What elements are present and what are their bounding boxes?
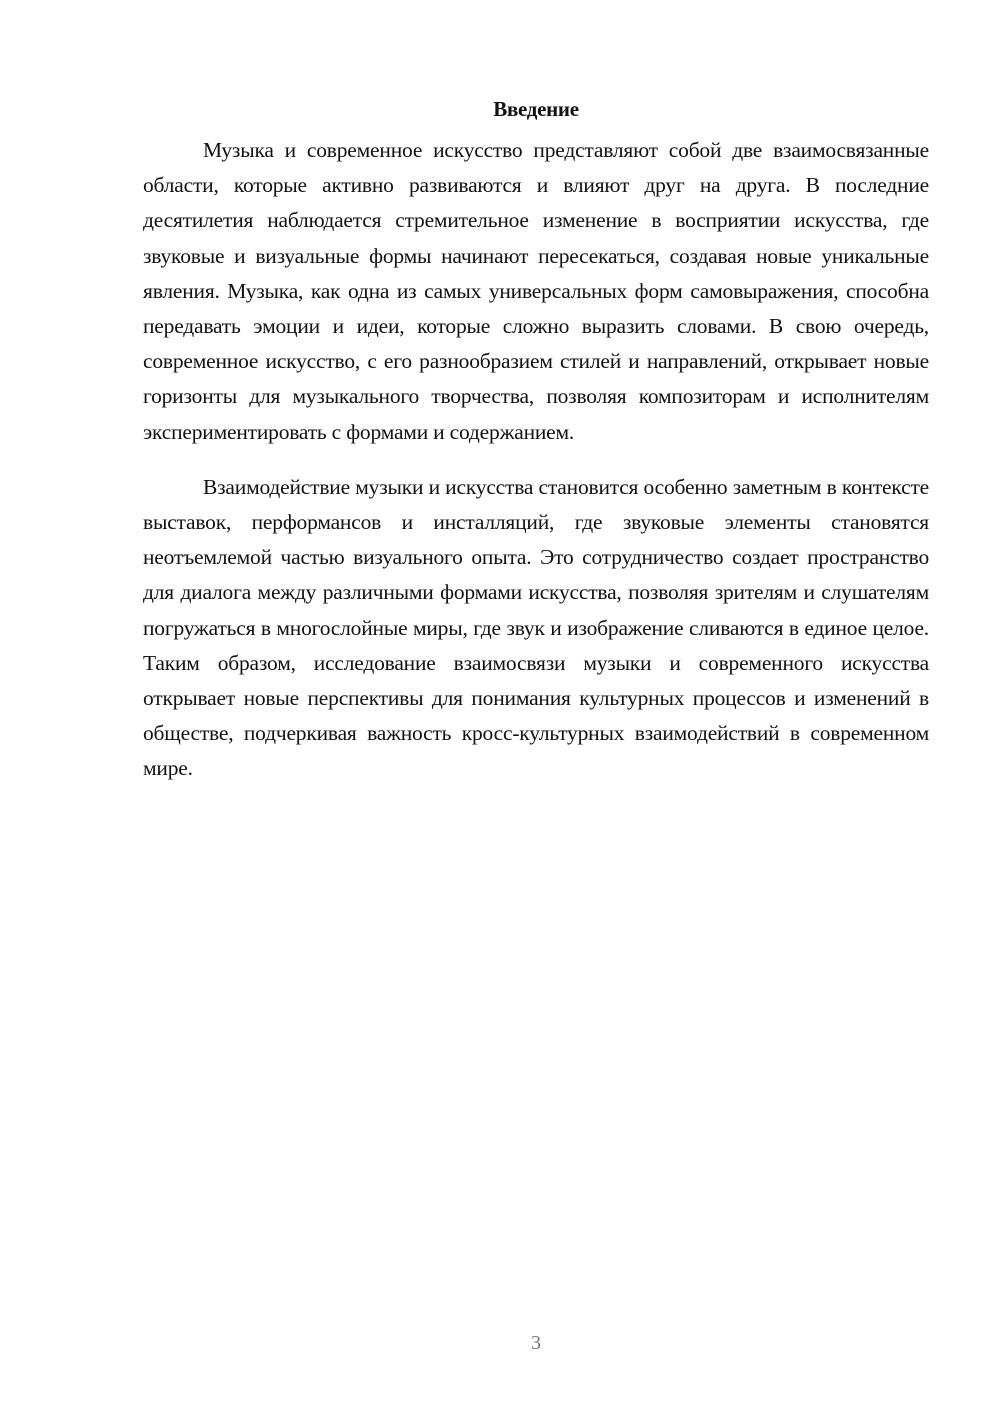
- paragraph-2: Взаимодействие музыки и искусства становится особенно заметным в контексте выставок, перформансов и инсталляций, где звуковые элементы становятся неотъемлемой частью визуального опыта. Это сотрудничество создает пространство для диалога между различными формами искусства, позволяя зрителям и слушателям погружаться в многослойные миры, где звук и изображение сливаются в единое целое. Таким образом, исследование взаимосвязи музыки и современного искусства открывает новые перспективы для понимания культурных процессов и изменений в обществе, подчеркивая важность кросс-культурных взаимодействий в современном мире.: [143, 474, 929, 781]
- page-number: 3: [531, 1332, 541, 1354]
- page-content: [143, 92, 929, 807]
- section-heading: Введение: [493, 97, 579, 121]
- paragraph-1: Музыка и современное искусство представляют собой две взаимосвязанные области, которые активно развиваются и влияют друг на друга. В последние десятилетия наблюдается стремительное изменение в восприятии искусства, где звуковые и визуальные формы начинают пересекаться, создавая новые уникальные явления. Музыка, как одна из самых универсальных форм самовыражения, способна передавать эмоции и идеи, которые сложно выразить словами. В свою очередь, современное искусство, с его разнообразием стилей и направлений, открывает новые горизонты для музыкального творчества, позволяя композиторам и исполнителям экспериментировать с формами и содержанием.: [143, 138, 929, 444]
